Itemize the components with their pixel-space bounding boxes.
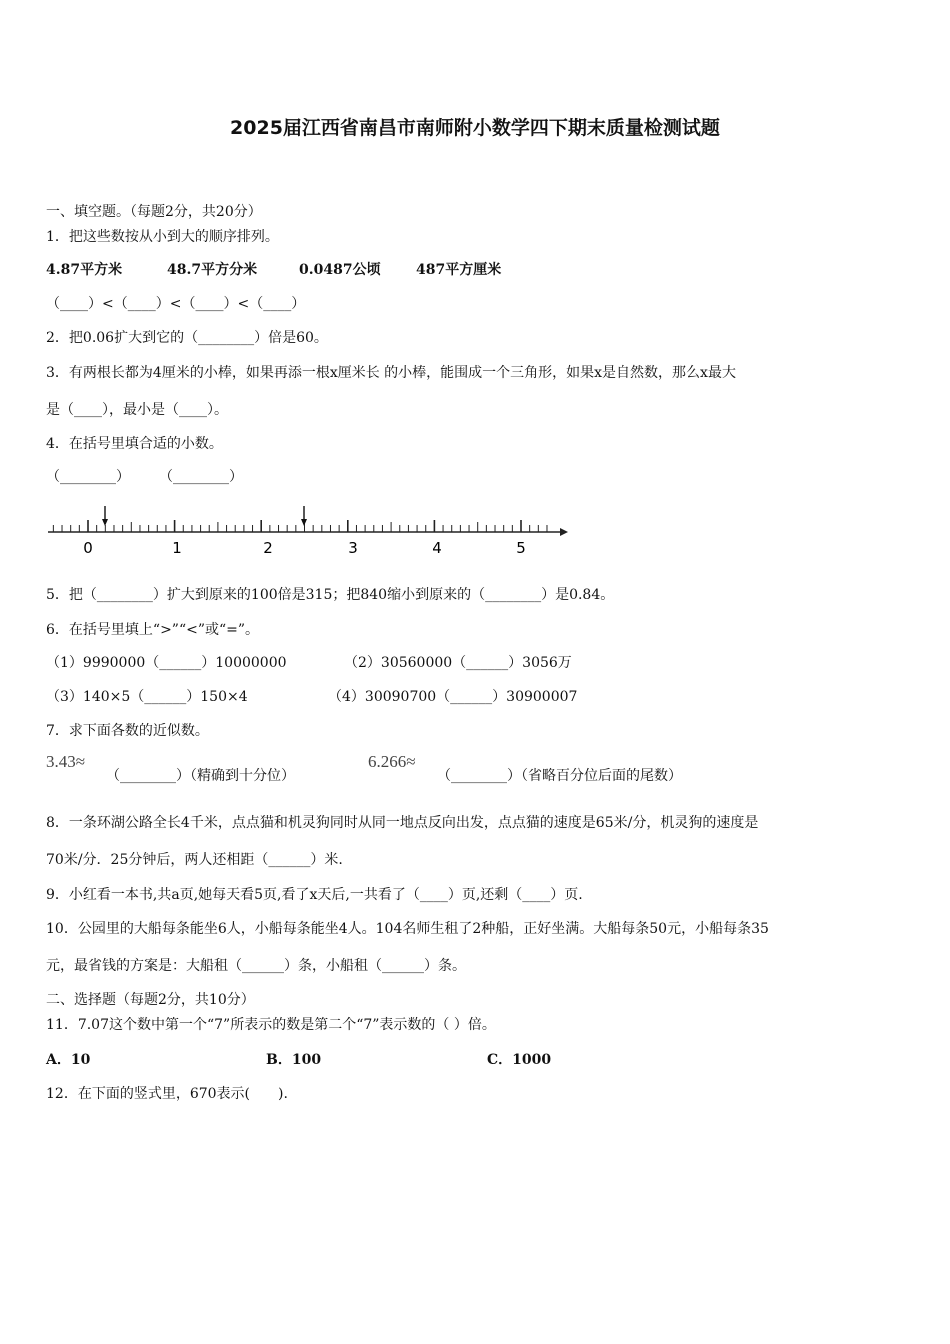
page-title: 2025届江西省南昌市南师附小数学四下期末质量检测试题: [230, 117, 720, 139]
question-1: 1．把这些数按从小到大的顺序排列。: [46, 229, 279, 245]
question-1-blanks: （____）<（____）<（____）<（____）: [46, 296, 306, 312]
question-7: 7．求下面各数的近似数。: [46, 723, 209, 739]
question-2: 2．把0.06扩大到它的（________）倍是60。: [46, 330, 328, 346]
option-c: C．1000: [487, 1052, 552, 1068]
question-10-line-2: 元，最省钱的方案是：大船租（______）条，小船租（______）条。: [46, 958, 466, 974]
question-3-line-2: 是（____），最小是（____）。: [46, 402, 228, 418]
number-line-arrowhead: [560, 528, 568, 536]
tick-label: 2: [263, 539, 273, 557]
question-9: 9．小红看一本书,共a页,她每天看5页,看了x天后,一共看了（____）页,还剩（____）页.: [46, 887, 583, 903]
question-8-line-1: 8．一条环湖公路全长4千米，点点猫和机灵狗同时从同一地点反向出发，点点猫的速度是65米/分，机灵狗的速度是: [46, 815, 759, 831]
question-5: 5．把（________）扩大到原来的100倍是315；把840缩小到原来的（________）是0.84。: [46, 587, 615, 603]
question-6-row-1: [46, 654, 572, 672]
section-heading-choice: 二、选择题（每题2分，共10分）: [46, 992, 255, 1008]
question-10-line-1: 10．公园里的大船每条能坐6人，小船每条能坐4人。104名师生租了2种船，正好坐满。大船每条50元，小船每条35: [46, 921, 769, 937]
q6-item: （2）30560000（______）3056万: [344, 655, 572, 671]
q1-item: 4.87平方米: [46, 262, 123, 278]
option-b: B．100: [266, 1052, 322, 1068]
tick-label: 0: [83, 539, 93, 557]
tick-label: 4: [432, 539, 442, 557]
question-3-line-1: 3．有两根长都为4厘米的小棒，如果再添一根x厘米长 的小棒，能围成一个三角形，如果x是自然数，那么x最大: [46, 365, 736, 381]
q7-expression-2: 6.266≈: [368, 752, 416, 771]
q7-blank-2: （________）（省略百分位后面的尾数）: [437, 768, 682, 784]
down-arrow-1: [102, 506, 108, 526]
q4-blank: （________）: [46, 469, 130, 485]
tick-label: 3: [348, 539, 358, 557]
question-6-row-2: [46, 688, 577, 706]
q1-item: 487平方厘米: [416, 262, 502, 278]
q7-expression-1: 3.43≈: [46, 752, 86, 771]
question-11-options: [46, 1051, 551, 1069]
q7-blank-1: （________）（精确到十分位）: [106, 768, 295, 784]
q6-item: （4）30090700（______）30900007: [328, 689, 578, 705]
question-4: 4．在括号里填合适的小数。: [46, 436, 223, 452]
question-12: 12．在下面的竖式里，670表示( ).: [46, 1086, 288, 1102]
section-heading-fill-blank: 一、填空题。（每题2分，共20分）: [46, 204, 262, 220]
question-11: 11．7.07这个数中第一个“7”所表示的数是第二个“7”表示数的（ ）倍。: [46, 1017, 496, 1033]
question-8-line-2: 70米/分．25分钟后，两人还相距（______）米.: [46, 852, 343, 868]
q1-item: 48.7平方分米: [167, 262, 258, 278]
option-a: A．10: [46, 1052, 91, 1068]
number-line-ticks: [53, 520, 547, 532]
q1-item: 0.0487公顷: [299, 262, 381, 278]
number-line: [40, 500, 580, 562]
q6-item: （3）140×5（______）150×4: [46, 689, 248, 705]
tick-label: 1: [172, 539, 182, 557]
question-6: 6．在括号里填上“>”“<”或“=”。: [46, 622, 260, 638]
question-4-blanks: [46, 468, 243, 486]
q6-item: （1）9990000（______）10000000: [46, 655, 287, 671]
tick-label: 5: [516, 539, 526, 557]
down-arrow-2: [301, 506, 307, 526]
q4-blank: （________）: [159, 469, 243, 485]
question-1-items: [46, 261, 501, 279]
